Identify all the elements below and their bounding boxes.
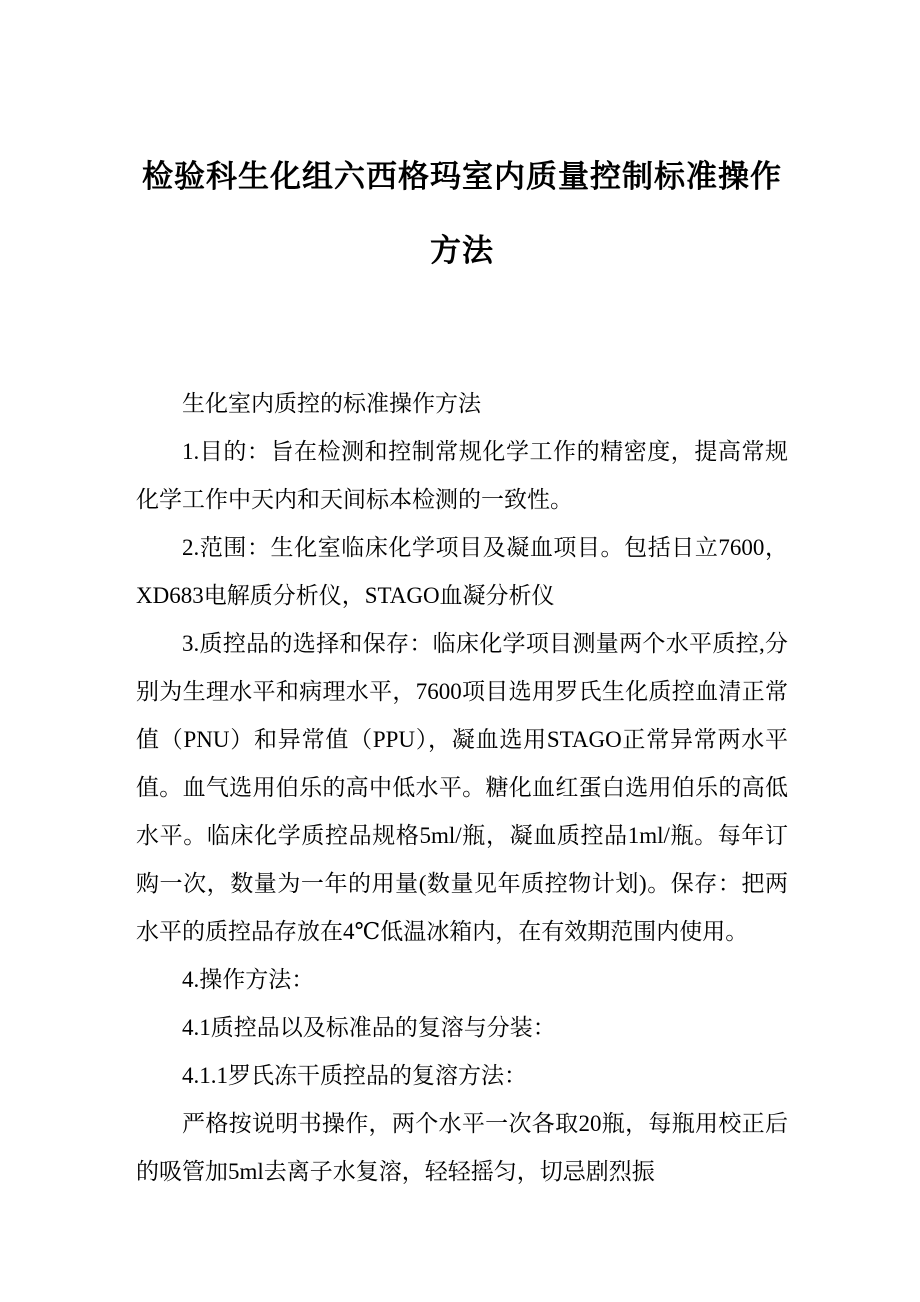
paragraph-method: 4.操作方法： — [182, 967, 315, 992]
document-body — [136, 380, 788, 1196]
paragraph-method-4-1: 4.1质控品以及标准品的复溶与分装： — [182, 1015, 556, 1040]
paragraph-instructions: 严格按说明书操作，两个水平一次各取20瓶，每瓶用校正后的吸管加5ml去离子水复溶，轻轻摇匀，切忌剧烈振 — [136, 1111, 788, 1184]
paragraph-intro: 生化室内质控的标准操作方法 — [182, 391, 481, 416]
paragraph-method-4-1-1: 4.1.1罗氏冻干质控品的复溶方法： — [182, 1063, 527, 1088]
paragraph-purpose: 1.目的：旨在检测和控制常规化学工作的精密度，提高常规化学工作中天内和天间标本检测的一致性。 — [136, 439, 788, 512]
document-title: 检验科生化组六西格玛室内质量控制标准操作方法 — [142, 159, 782, 268]
paragraph-qc-storage: 3.质控品的选择和保存：临床化学项目测量两个水平质控,分别为生理水平和病理水平，7600项目选用罗氏生化质控血清正常值（PNU）和异常值（PPU），凝血选用STAGO正常异常两水平值。血气选用伯乐的高中低水平。糖化血红蛋白选用伯乐的高低水平。临床化学质控品规格5ml/瓶，凝血质控品1ml/瓶。每年订购一次，数量为一年的用量(数量见年质控物计划)。保存：把两水平的质控品存放在4℃低温冰箱内，在有效期范围内使用。 — [136, 631, 788, 944]
paragraph-scope: 2.范围：生化室临床化学项目及凝血项目。包括日立7600，XD683电解质分析仪，STAGO血凝分析仪 — [136, 535, 788, 608]
